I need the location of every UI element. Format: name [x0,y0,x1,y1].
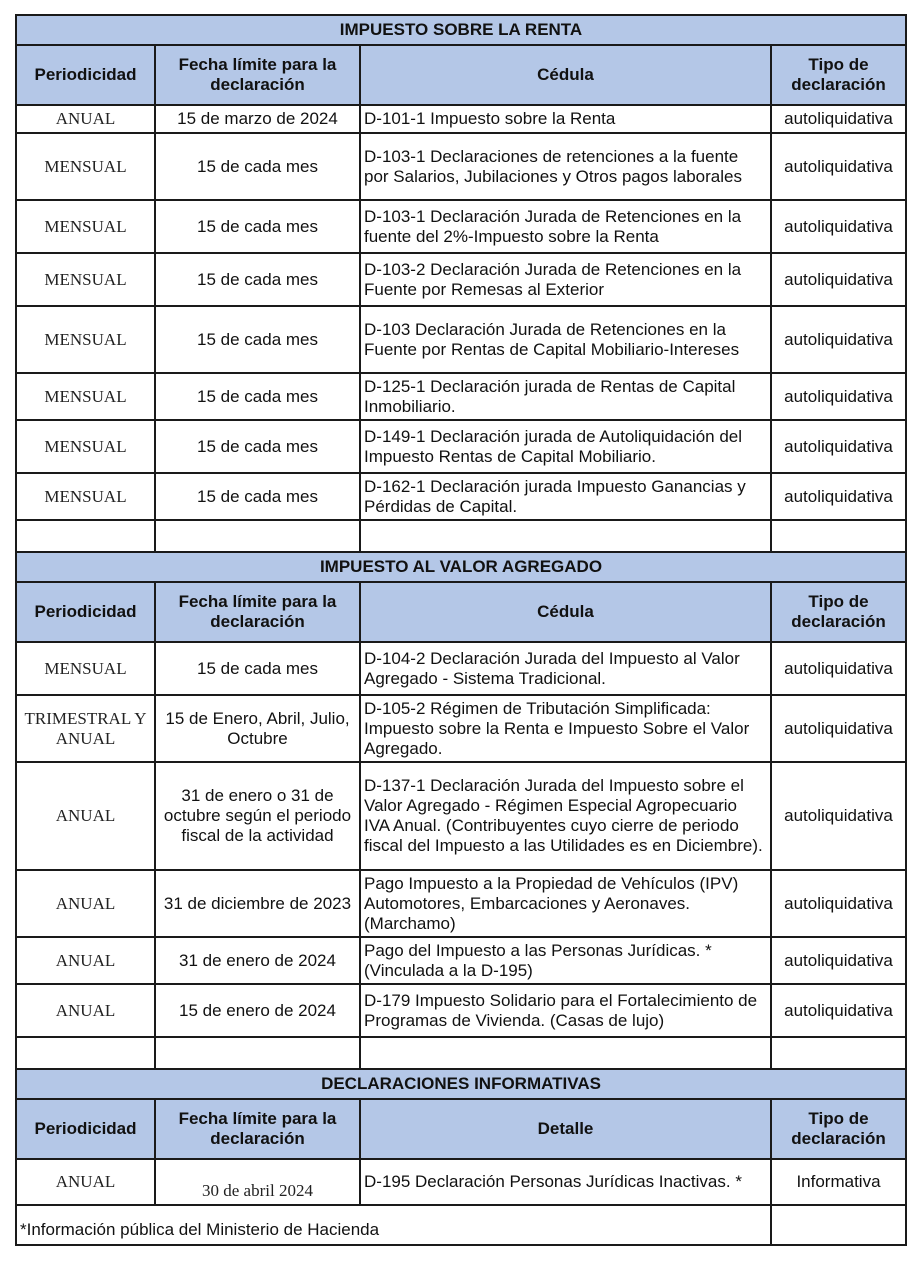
fecha-cell: 15 de cada mes [155,642,360,695]
tipo-cell: autoliquidativa [771,762,906,870]
fecha-cell: 31 de enero de 2024 [155,937,360,984]
tipo-cell: autoliquidativa [771,306,906,373]
tipo-cell: autoliquidativa [771,642,906,695]
cedula-cell: D-103 Declaración Jurada de Retenciones en la Fuente por Rentas de Capital Mobiliario-Intereses [360,306,771,373]
tipo-cell: autoliquidativa [771,253,906,306]
table-row [16,695,906,762]
tipo-cell: autoliquidativa [771,133,906,200]
periodicidad-cell: ANUAL [16,984,155,1037]
tipo-cell: autoliquidativa [771,373,906,420]
cedula-cell: D-137-1 Declaración Jurada del Impuesto sobre el Valor Agregado - Régimen Especial Agropecuario IVA Anual. (Contribuyentes cuyo cierre de periodo fiscal del Impuesto a las Utilidades es en Diciembre). [360,762,771,870]
fecha-cell: 15 de cada mes [155,133,360,200]
blank-row [16,1037,906,1069]
cedula-cell: Pago Impuesto a la Propiedad de Vehículos (IPV) Automotores, Embarcaciones y Aeronaves. (Marchamo) [360,870,771,937]
periodicidad-cell: MENSUAL [16,200,155,253]
table-row [16,253,906,306]
cedula-cell: D-105-2 Régimen de Tributación Simplificada: Impuesto sobre la Renta e Impuesto Sobre el Valor Agregado. [360,695,771,762]
table-row [16,984,906,1037]
tipo-cell: autoliquidativa [771,984,906,1037]
fecha-cell: 15 de marzo de 2024 [155,105,360,133]
tipo-cell: autoliquidativa [771,870,906,937]
header-periodicidad: Periodicidad [16,45,155,105]
header-tipo: Tipo de declaración [771,45,906,105]
header-fecha: Fecha límite para la declaración [155,45,360,105]
table-row [16,420,906,473]
header-fecha: Fecha límite para la declaración [155,582,360,642]
cedula-cell: D-103-1 Declaraciones de retenciones a la fuente por Salarios, Jubilaciones y Otros pagos laborales [360,133,771,200]
empty-cell [155,1037,360,1069]
cedula-cell: D-104-2 Declaración Jurada del Impuesto al Valor Agregado - Sistema Tradicional. [360,642,771,695]
section-title: IMPUESTO AL VALOR AGREGADO [16,552,906,582]
fecha-cell: 15 de enero de 2024 [155,984,360,1037]
section-title-row-informativas [16,1069,906,1099]
fecha-cell: 15 de cada mes [155,253,360,306]
periodicidad-cell: MENSUAL [16,306,155,373]
header-cedula: Cédula [360,45,771,105]
fecha-cell: 30 de abril 2024 [155,1159,360,1205]
section-title-row-renta [16,15,906,45]
fecha-cell: 15 de cada mes [155,473,360,520]
table-row [16,473,906,520]
header-periodicidad: Periodicidad [16,1099,155,1159]
header-cedula: Cédula [360,582,771,642]
header-tipo: Tipo de declaración [771,1099,906,1159]
footnote: *Información pública del Ministerio de Hacienda [16,1205,771,1245]
fecha-cell: 15 de cada mes [155,306,360,373]
tipo-cell: autoliquidativa [771,105,906,133]
column-header-row [16,582,906,642]
section-title: DECLARACIONES INFORMATIVAS [16,1069,906,1099]
periodicidad-cell: TRIMESTRAL Y ANUAL [16,695,155,762]
table-row [16,306,906,373]
fecha-cell: 15 de cada mes [155,200,360,253]
empty-cell [771,1037,906,1069]
table-row [16,133,906,200]
header-detalle: Detalle [360,1099,771,1159]
tipo-cell: autoliquidativa [771,473,906,520]
empty-cell [771,520,906,552]
empty-cell [155,520,360,552]
tipo-cell: autoliquidativa [771,420,906,473]
fecha-cell: 15 de cada mes [155,420,360,473]
fecha-cell: 15 de cada mes [155,373,360,420]
tipo-cell: autoliquidativa [771,695,906,762]
tipo-cell: autoliquidativa [771,200,906,253]
tipo-cell: Informativa [771,1159,906,1205]
table-row [16,642,906,695]
cedula-cell: Pago del Impuesto a las Personas Jurídicas. * (Vinculada a la D-195) [360,937,771,984]
cedula-cell: D-162-1 Declaración jurada Impuesto Ganancias y Pérdidas de Capital. [360,473,771,520]
periodicidad-cell: ANUAL [16,762,155,870]
fecha-cell: 31 de enero o 31 de octubre según el periodo fiscal de la actividad [155,762,360,870]
empty-cell [360,1037,771,1069]
empty-cell [360,520,771,552]
periodicidad-cell: ANUAL [16,1159,155,1205]
column-header-row [16,1099,906,1159]
cedula-cell: D-101-1 Impuesto sobre la Renta [360,105,771,133]
periodicidad-cell: MENSUAL [16,642,155,695]
column-header-row [16,45,906,105]
periodicidad-cell: MENSUAL [16,253,155,306]
header-fecha: Fecha límite para la declaración [155,1099,360,1159]
section-title-row-iva [16,552,906,582]
header-tipo: Tipo de declaración [771,582,906,642]
table-row [16,937,906,984]
table-row [16,762,906,870]
periodicidad-cell: MENSUAL [16,473,155,520]
cedula-cell: D-103-2 Declaración Jurada de Retenciones en la Fuente por Remesas al Exterior [360,253,771,306]
table-row [16,373,906,420]
blank-row [16,520,906,552]
cedula-cell: D-103-1 Declaración Jurada de Retenciones en la fuente del 2%-Impuesto sobre la Renta [360,200,771,253]
empty-cell [16,1037,155,1069]
header-periodicidad: Periodicidad [16,582,155,642]
table-row [16,870,906,937]
empty-cell [16,520,155,552]
periodicidad-cell: ANUAL [16,105,155,133]
tipo-cell: autoliquidativa [771,937,906,984]
table-row [16,105,906,133]
periodicidad-cell: MENSUAL [16,420,155,473]
section-title: IMPUESTO SOBRE LA RENTA [16,15,906,45]
empty-cell [771,1205,906,1245]
fecha-cell: 31 de diciembre de 2023 [155,870,360,937]
tax-calendar-table [15,14,907,1246]
footnote-row [16,1205,906,1245]
cedula-cell: D-179 Impuesto Solidario para el Fortalecimiento de Programas de Vivienda. (Casas de lujo) [360,984,771,1037]
periodicidad-cell: MENSUAL [16,373,155,420]
detalle-cell: D-195 Declaración Personas Jurídicas Inactivas. * [360,1159,771,1205]
table-row [16,200,906,253]
table-row [16,1159,906,1205]
fecha-cell: 15 de Enero, Abril, Julio, Octubre [155,695,360,762]
periodicidad-cell: MENSUAL [16,133,155,200]
periodicidad-cell: ANUAL [16,870,155,937]
cedula-cell: D-125-1 Declaración jurada de Rentas de Capital Inmobiliario. [360,373,771,420]
cedula-cell: D-149-1 Declaración jurada de Autoliquidación del Impuesto Rentas de Capital Mobiliario. [360,420,771,473]
periodicidad-cell: ANUAL [16,937,155,984]
